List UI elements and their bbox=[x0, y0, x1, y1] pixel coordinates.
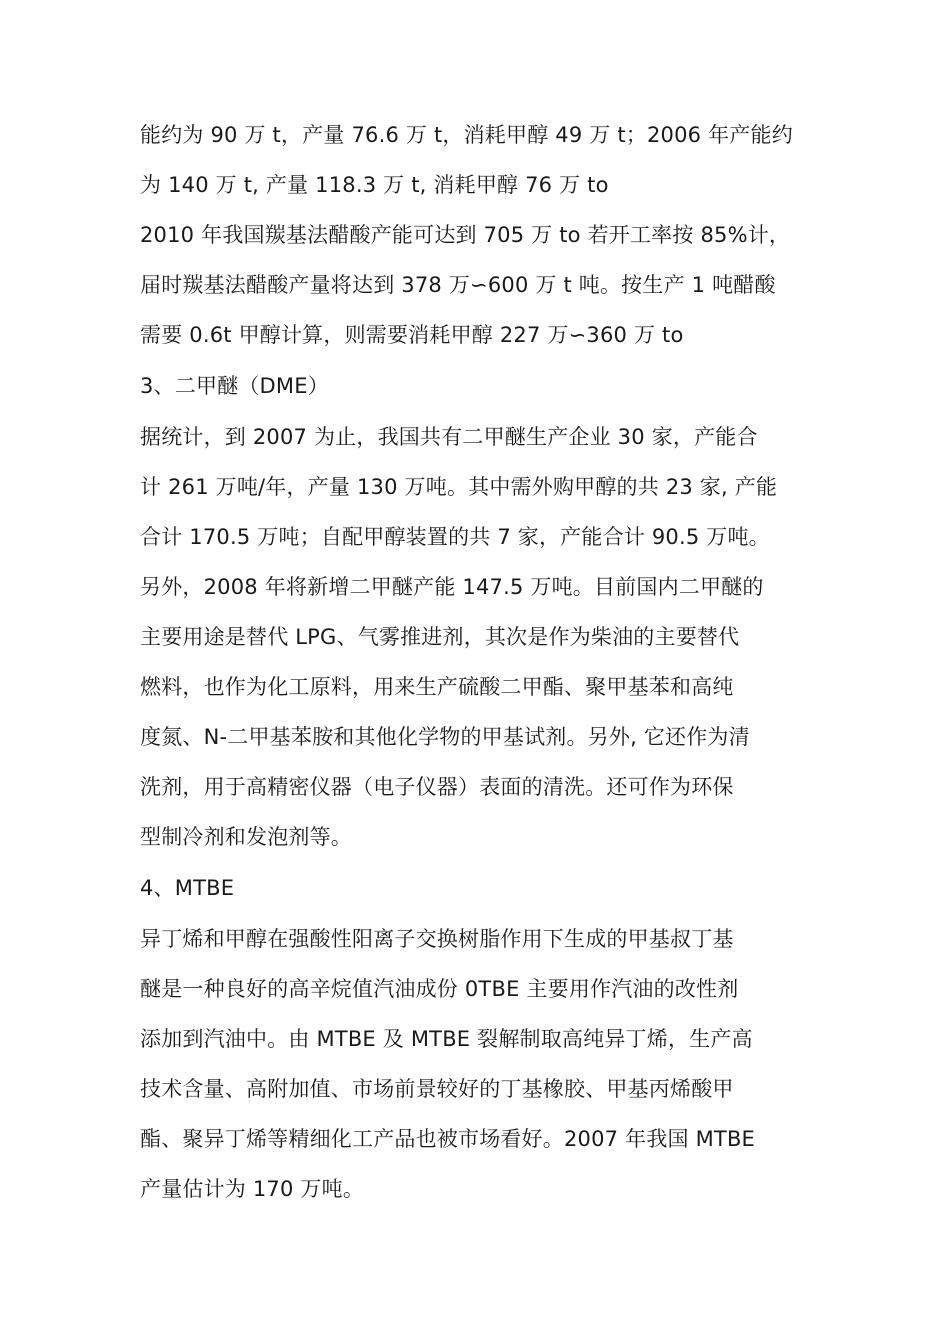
text-line: 度氮、N-二甲基苯胺和其他化学物的甲基试剂。另外, 它还作为清 bbox=[140, 725, 750, 749]
section-heading-mtbe: 4、MTBE bbox=[140, 876, 235, 900]
text-line: 2010 年我国羰基法醋酸产能可达到 705 万 to 若开工率按 85%计， bbox=[140, 223, 791, 247]
text-line: 酯、聚异丁烯等精细化工产品也被市场看好。2007 年我国 MTBE bbox=[140, 1127, 756, 1151]
text-line: 需要 0.6t 甲醇计算，则需要消耗甲醇 227 万∽360 万 to bbox=[140, 323, 684, 347]
text-line: 据统计，到 2007 为止，我国共有二甲醚生产企业 30 家，产能合 bbox=[140, 425, 758, 449]
text-line: 另外，2008 年将新增二甲醚产能 147.5 万吨。目前国内二甲醚的 bbox=[140, 575, 764, 599]
document-body bbox=[140, 110, 820, 1214]
text-line: 型制冷剂和发泡剂等。 bbox=[140, 825, 352, 849]
text-line: 洗剂，用于高精密仪器（电子仪器）表面的清洗。还可作为环保 bbox=[140, 775, 734, 799]
text-line: 能约为 90 万 t，产量 76.6 万 t，消耗甲醇 49 万 t；2006 年产能约 bbox=[140, 123, 793, 147]
text-line: 计 261 万吨/年，产量 130 万吨。其中需外购甲醇的共 23 家, 产能 bbox=[140, 475, 778, 499]
text-line: 燃料，也作为化工原料，用来生产硫酸二甲酯、聚甲基苯和高纯 bbox=[140, 675, 734, 699]
text-line: 添加到汽油中。由 MTBE 及 MTBE 裂解制取高纯异丁烯，生产高 bbox=[140, 1027, 753, 1051]
text-line: 合计 170.5 万吨；自配甲醇装置的共 7 家，产能合计 90.5 万吨。 bbox=[140, 525, 770, 549]
text-line: 届时羰基法醋酸产量将达到 378 万∽600 万 t 吨。按生产 1 吨醋酸 bbox=[140, 273, 776, 297]
text-line: 醚是一种良好的高辛烷值汽油成份 0TBE 主要用作汽油的改性剂 bbox=[140, 977, 739, 1001]
text-line: 主要用途是替代 LPG、气雾推进剂，其次是作为柴油的主要替代 bbox=[140, 625, 740, 649]
text-line: 技术含量、高附加值、市场前景较好的丁基橡胶、甲基丙烯酸甲 bbox=[140, 1077, 734, 1101]
section-heading-dme: 3、二甲醚（DME） bbox=[140, 374, 329, 398]
text-line: 产量估计为 170 万吨。 bbox=[140, 1177, 365, 1201]
text-line: 异丁烯和甲醇在强酸性阳离子交换树脂作用下生成的甲基叔丁基 bbox=[140, 927, 734, 951]
text-line: 为 140 万 t, 产量 118.3 万 t, 消耗甲醇 76 万 to bbox=[140, 173, 609, 197]
